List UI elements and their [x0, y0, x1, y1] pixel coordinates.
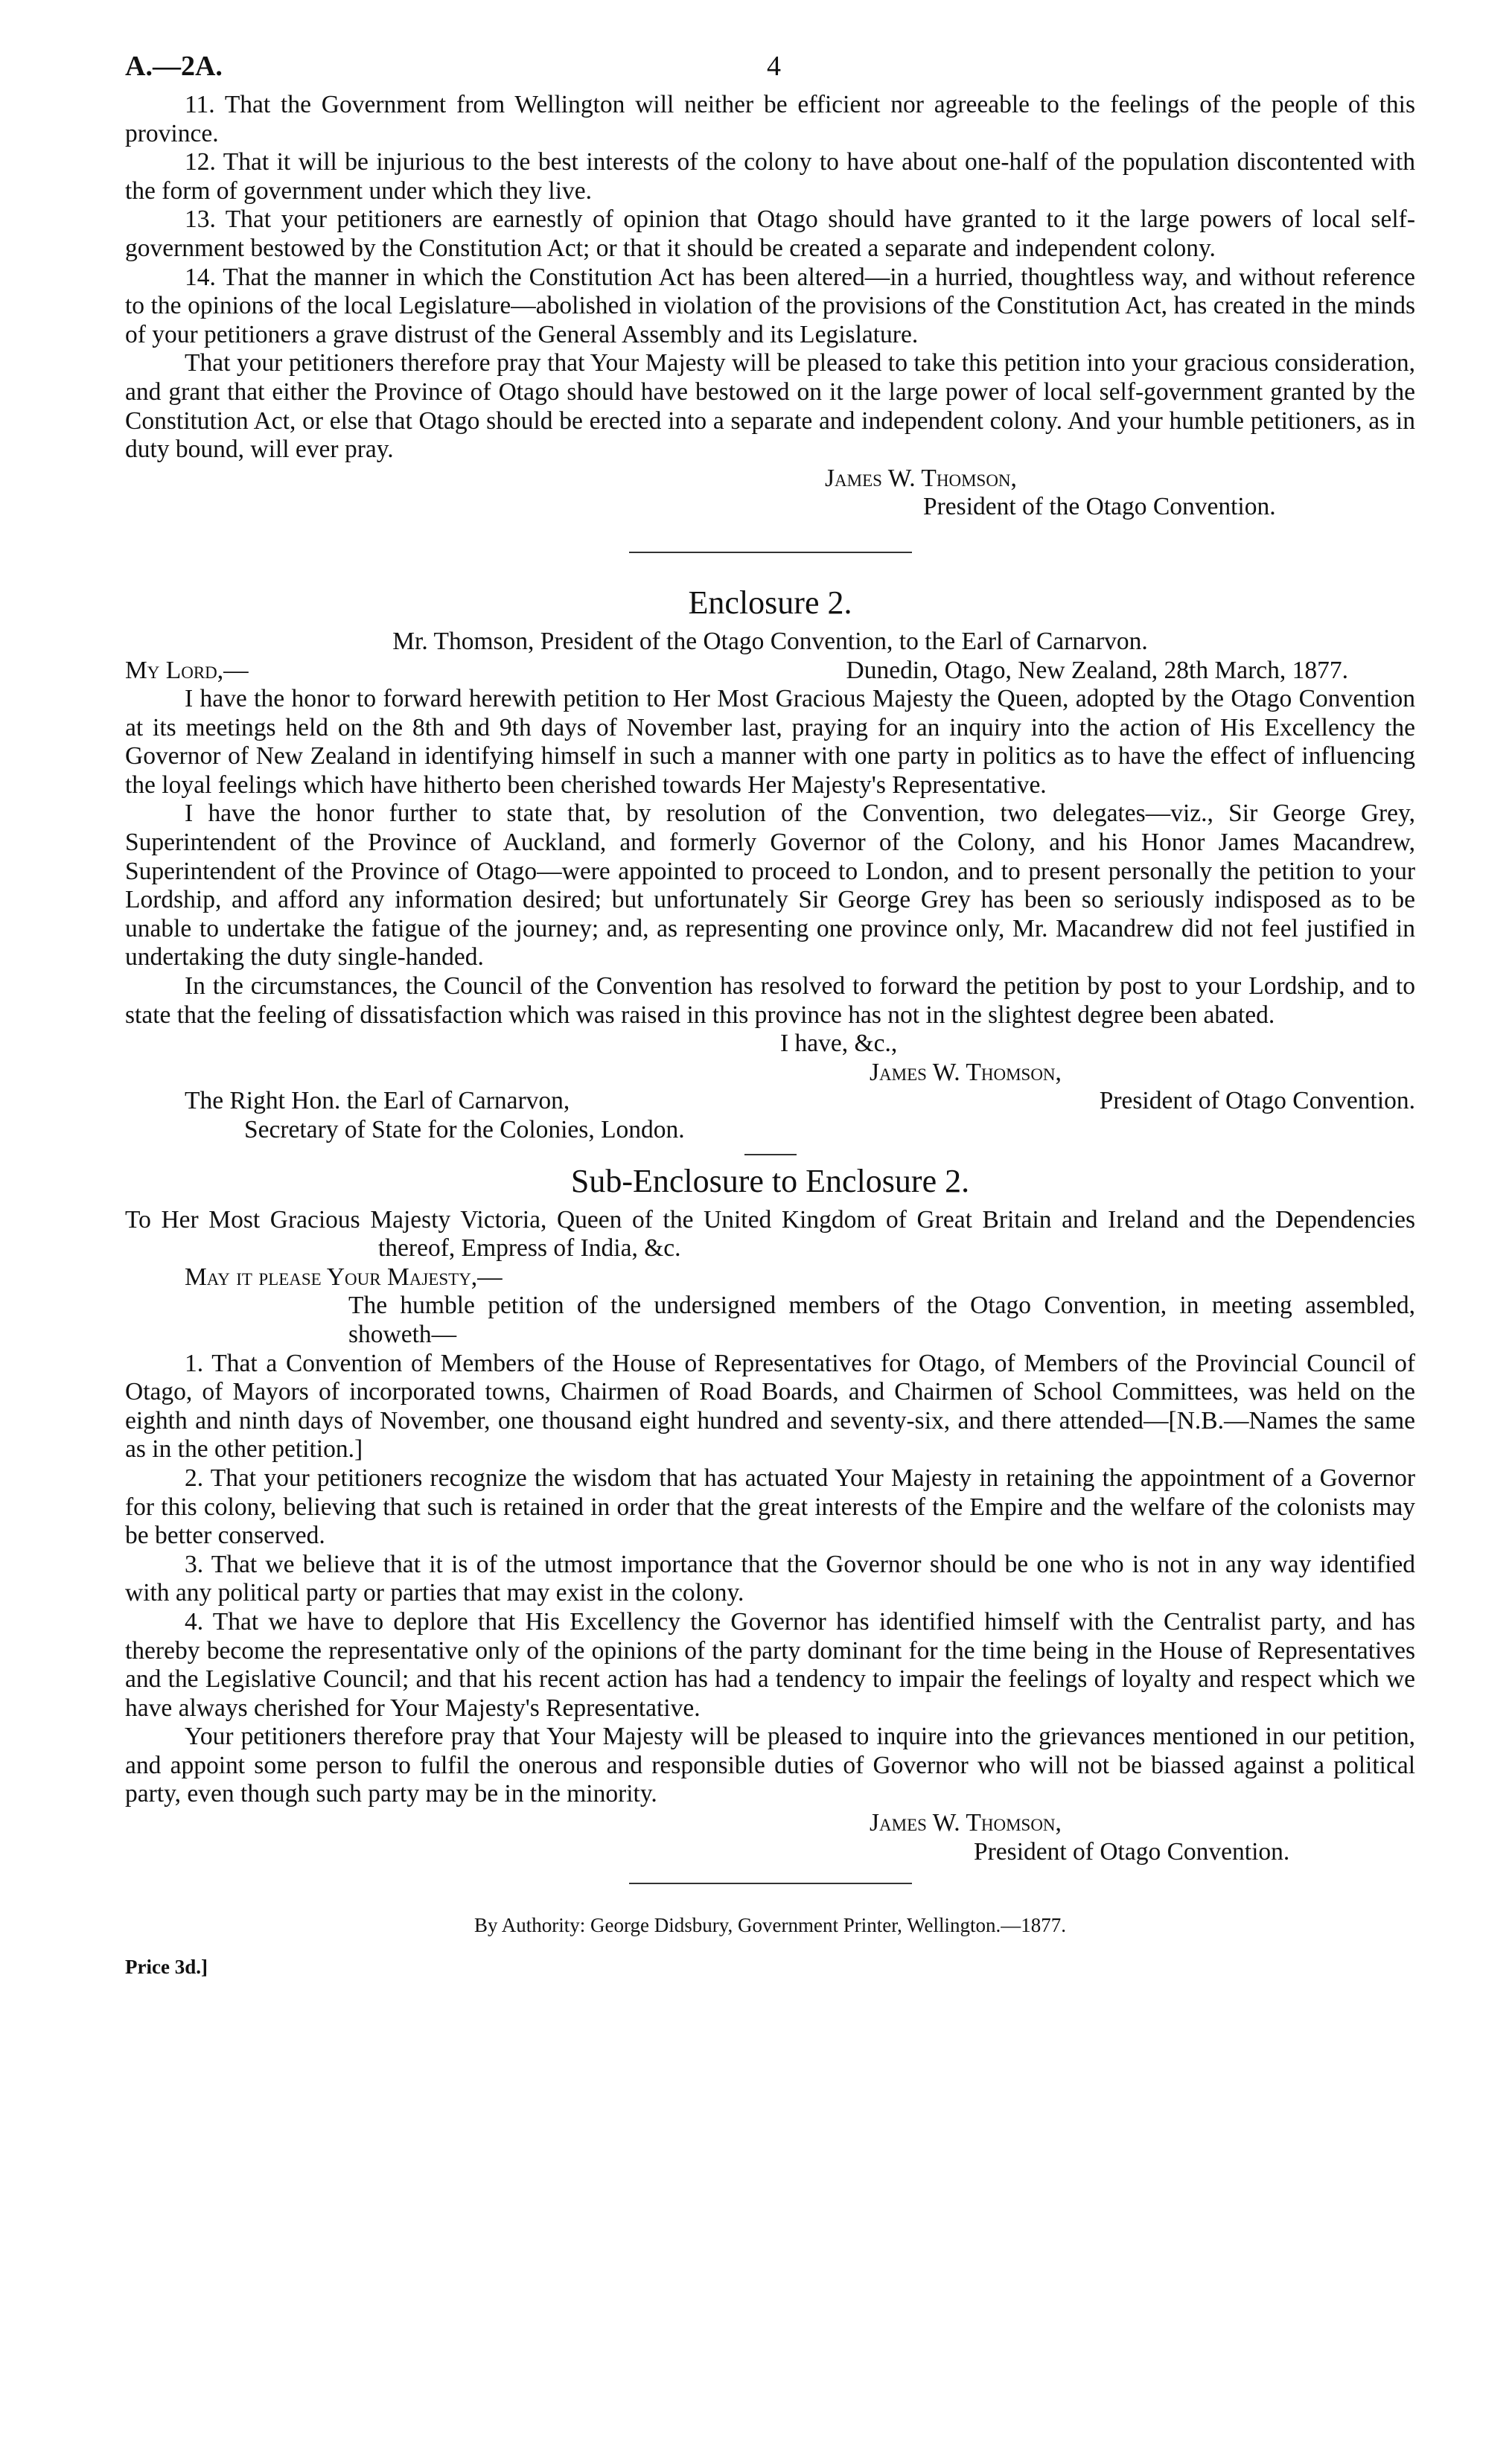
letter-paragraph-3: In the circumstances, the Council of the Convention has resolved to forward the petition by post to your Lordship, and to state that the feeling of dissatisfaction which was raised in this province has not in the slightest degree been abated. — [125, 972, 1415, 1029]
petition-address: To Her Most Gracious Majesty Victoria, Queen of the United Kingdom of Great Britain and Ireland and the Dependencies thereof, Empress of India, &c. — [125, 1205, 1415, 1263]
letter-dateline: Dunedin, Otago, New Zealand, 28th March, 1877. — [846, 656, 1348, 684]
printer-imprint: By Authority: George Didsbury, Government Printer, Wellington.—1877. — [474, 1914, 1066, 1937]
price-label: Price 3d.] — [125, 1956, 208, 1979]
section-divider-short — [744, 1154, 797, 1155]
letter-paragraph-2: I have the honor further to state that, by resolution of the Convention, two delegates—viz., Sir George Grey, Superintendent of the Province of Auckland, and formerly Governor of the Colony, and his Honor James Macandrew, Superintendent of the Province of Otago—were appointed to proceed to London, and to present personally the petition to your Lordship, and afford any information desired; but unfortunately Sir George Grey has been so seriously indisposed as to be unable to undertake the fatigue of the journey; and, as representing one province only, Mr. Macandrew did not feel justified in undertaking the duty single-handed. — [125, 800, 1415, 971]
sub-petition-paragraph-2: 2. That your petitioners recognize the wisdom that has actuated Your Majesty in retaining the appointment of a Governor for this colony, believing that such is retained in order that the great interests of the Empire and the welfare of the colonists may be better conserved. — [125, 1464, 1415, 1550]
sub-petition-paragraph-3: 3. That we believe that it is of the utmost importance that the Governor should be one who is not in any way identified with any political party or parties that may exist in the colony. — [125, 1550, 1415, 1607]
addressee-line-2: Secretary of State for the Colonies, London. — [244, 1116, 685, 1143]
page-number: 4 — [767, 51, 781, 82]
petition-salutation: May it please Your Majesty,— — [185, 1263, 503, 1291]
sub-enclosure-heading: Sub-Enclosure to Enclosure 2. — [570, 1162, 970, 1199]
petition-preamble: The humble petition of the undersigned members of the Otago Convention, in meeting assembled, showeth— — [348, 1292, 1415, 1348]
signature-name: James W. Thomson, — [870, 1058, 1062, 1086]
section-divider — [629, 552, 912, 553]
signature-title: President of Otago Convention. — [1099, 1087, 1415, 1115]
sub-enclosure — [125, 1163, 1415, 1867]
enclosure-heading: Enclosure 2. — [688, 584, 852, 621]
letter-paragraph-1: I have the honor to forward herewith petition to Her Most Gracious Majesty the Queen, adopted by the Otago Convention at its meetings held on the 8th and 9th days of November last, praying for an inquiry into the action of His Excellency the Governor of New Zealand in identifying himself in such a manner with one party in politics as to have the effect of influencing the loyal feelings which have hitherto been cherished towards Her Majesty's Representative. — [125, 685, 1415, 799]
page-footer — [125, 1911, 1415, 1979]
addressee-line-1: The Right Hon. the Earl of Carnarvon, — [185, 1087, 570, 1115]
document-code: A.—2A. — [125, 51, 223, 82]
letter-salutation: My Lord,— — [125, 656, 249, 684]
signature-title: President of the Otago Convention. — [923, 493, 1276, 521]
petition-paragraph-11: 11. That the Government from Wellington will neither be efficient nor agreeable to the feelings of the people of this province. — [125, 91, 1415, 147]
letter-closing: I have, &c., — [780, 1030, 898, 1058]
petition-conclusion — [125, 91, 1415, 522]
petition-prayer: That your petitioners therefore pray that Your Majesty will be pleased to take this petition into your gracious consideration, and grant that either the Province of Otago should have bestowed on it the large power of local self-government granted by the Constitution Act, or else that Otago should be erected into a separate and independent colony. And your humble petitioners, as in duty bound, will ever pray. — [125, 349, 1415, 464]
petition-paragraph-13: 13. That your petitioners are earnestly of opinion that Otago should have granted to it the large powers of local self-government bestowed by the Constitution Act; or that it should be created a separate and independent colony. — [125, 205, 1415, 262]
sub-petition-paragraph-4: 4. That we have to deplore that His Excellency the Governor has identified himself with the Centralist party, and has thereby become the representative only of the opinions of the party dominant for the time being in the House of Representatives and the Legislative Council; and that his recent action has had a tendency to impair the feelings of loyalty and respect which we have always cherished for Your Majesty's Representative. — [125, 1607, 1415, 1722]
page-header — [125, 52, 1415, 91]
addressee-row — [125, 1087, 1415, 1116]
petition-paragraph-14: 14. That the manner in which the Constitution Act has been altered—in a hurried, thoughtless way, and without reference to the opinions of the local Legislature—abolished in violation of the provisions of the Constitution Act, has created in the minds of your petitioners a grave distrust of the General Assembly and its Legislature. — [125, 263, 1415, 348]
salutation-row — [125, 657, 1415, 686]
signature-title: President of Otago Convention. — [974, 1837, 1290, 1866]
sub-petition-prayer: Your petitioners therefore pray that Your Majesty will be pleased to inquire into the grievances mentioned in our petition, and appoint some person to fulfil the onerous and responsible duties of Governor who will not be biassed against a political party, even though such party may be in the minority. — [125, 1723, 1415, 1808]
letter-subheading: Mr. Thomson, President of the Otago Convention, to the Earl of Carnarvon. — [392, 627, 1148, 655]
signature-name: James W. Thomson, — [870, 1809, 1062, 1837]
sub-petition-paragraph-1: 1. That a Convention of Members of the House of Representatives for Otago, of Members of the Provincial Council of Otago, of Mayors of incorporated towns, Chairmen of Road Boards, and Chairmen of School Committees, was held on the eighth and ninth days of November, one thousand eight hundred and seventy-six, and there attended—[N.B.—Names the same as in the other petition.] — [125, 1349, 1415, 1464]
petition-paragraph-12: 12. That it will be injurious to the best interests of the colony to have about one-half of the population discontented with the form of government under which they live. — [125, 148, 1415, 205]
footer-divider — [629, 1883, 912, 1884]
signature-name: James W. Thomson, — [825, 464, 1017, 492]
enclosure-2 — [125, 584, 1415, 1145]
